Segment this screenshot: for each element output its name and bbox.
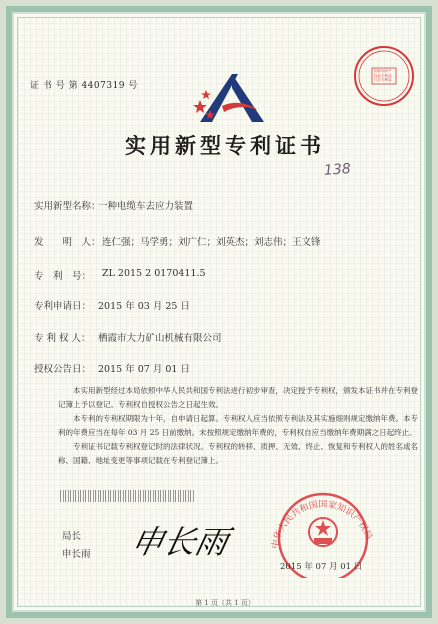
field-label-name: 实用新型名称： — [34, 201, 101, 212]
field-label-filing-date: 专利申请日： — [34, 301, 92, 312]
official-seal — [264, 482, 382, 578]
field-label-grant-date: 授权公告日： — [34, 364, 92, 375]
signature-name: 申长雨 — [62, 549, 91, 560]
field-value-name: 一种电缆车去应力装置 — [98, 201, 194, 212]
body-paragraph: 专利证书记载专利权登记时的法律状况。专利权的转移、质押、无效、终止、恢复和专利权人的姓名或名称、国籍、地址变更等事项记载在专利登记簿上。 — [58, 442, 418, 465]
handwritten-note: 138 — [323, 161, 352, 179]
page-footer: 第 1 页（共 1 页） — [195, 599, 255, 607]
certificate-sheet — [6, 6, 432, 618]
field-label-inventors: 发 明 人： — [34, 237, 101, 248]
national-emblem-icon — [309, 518, 337, 546]
field-value-inventors: 连仁强；马学勇；刘广仁；刘英杰；刘志伟；王文锋 — [102, 237, 321, 248]
body-paragraph: 本专利的专利权期限为十年，自申请日起算。专利权人应当依照专利法及其实施细则规定缴纳年费。本专利的年费应当在每年 03 月 25 日前缴纳。未按照规定缴纳年费的，专利权自应当缴纳年费期满之日起终止。 — [58, 414, 418, 437]
page-title: 实用新型专利证书 — [125, 133, 325, 158]
signature-title: 局长 — [62, 531, 82, 542]
seal-date: 2015 年 07 月 01 日 — [280, 562, 363, 572]
field-label-patent-number: 专 利 号： — [34, 271, 92, 282]
field-value-grant-date: 2015 年 07 月 01 日 — [98, 364, 190, 375]
barcode — [60, 490, 195, 502]
handwritten-signature: 申长雨 — [127, 523, 232, 561]
certificate-number: 证 书 号 第 4407319 号 — [30, 81, 138, 91]
body-paragraph: 本实用新型经过本局依照中华人民共和国专利法进行初步审查，决定授予专利权，颁发本证书并在专利登记簿上予以登记。专利权自授权公告之日起生效。 — [58, 386, 418, 409]
field-value-patentee: 栖霞市大力矿山机械有限公司 — [98, 333, 222, 344]
field-value-filing-date: 2015 年 03 月 25 日 — [98, 301, 190, 312]
field-label-patentee: 专 利 权 人： — [34, 333, 91, 344]
seal-outer-text: 中华人民共和国国家知识产权局 — [270, 499, 374, 550]
sipo-logo-icon — [192, 70, 272, 130]
agency-stamp-text: 国家知识产权局专利局代办专利局 — [374, 69, 392, 82]
field-value-patent-number: ZL 2015 2 0170411.5 — [102, 268, 206, 279]
certificate-body — [58, 384, 420, 468]
agency-stamp — [352, 44, 416, 108]
